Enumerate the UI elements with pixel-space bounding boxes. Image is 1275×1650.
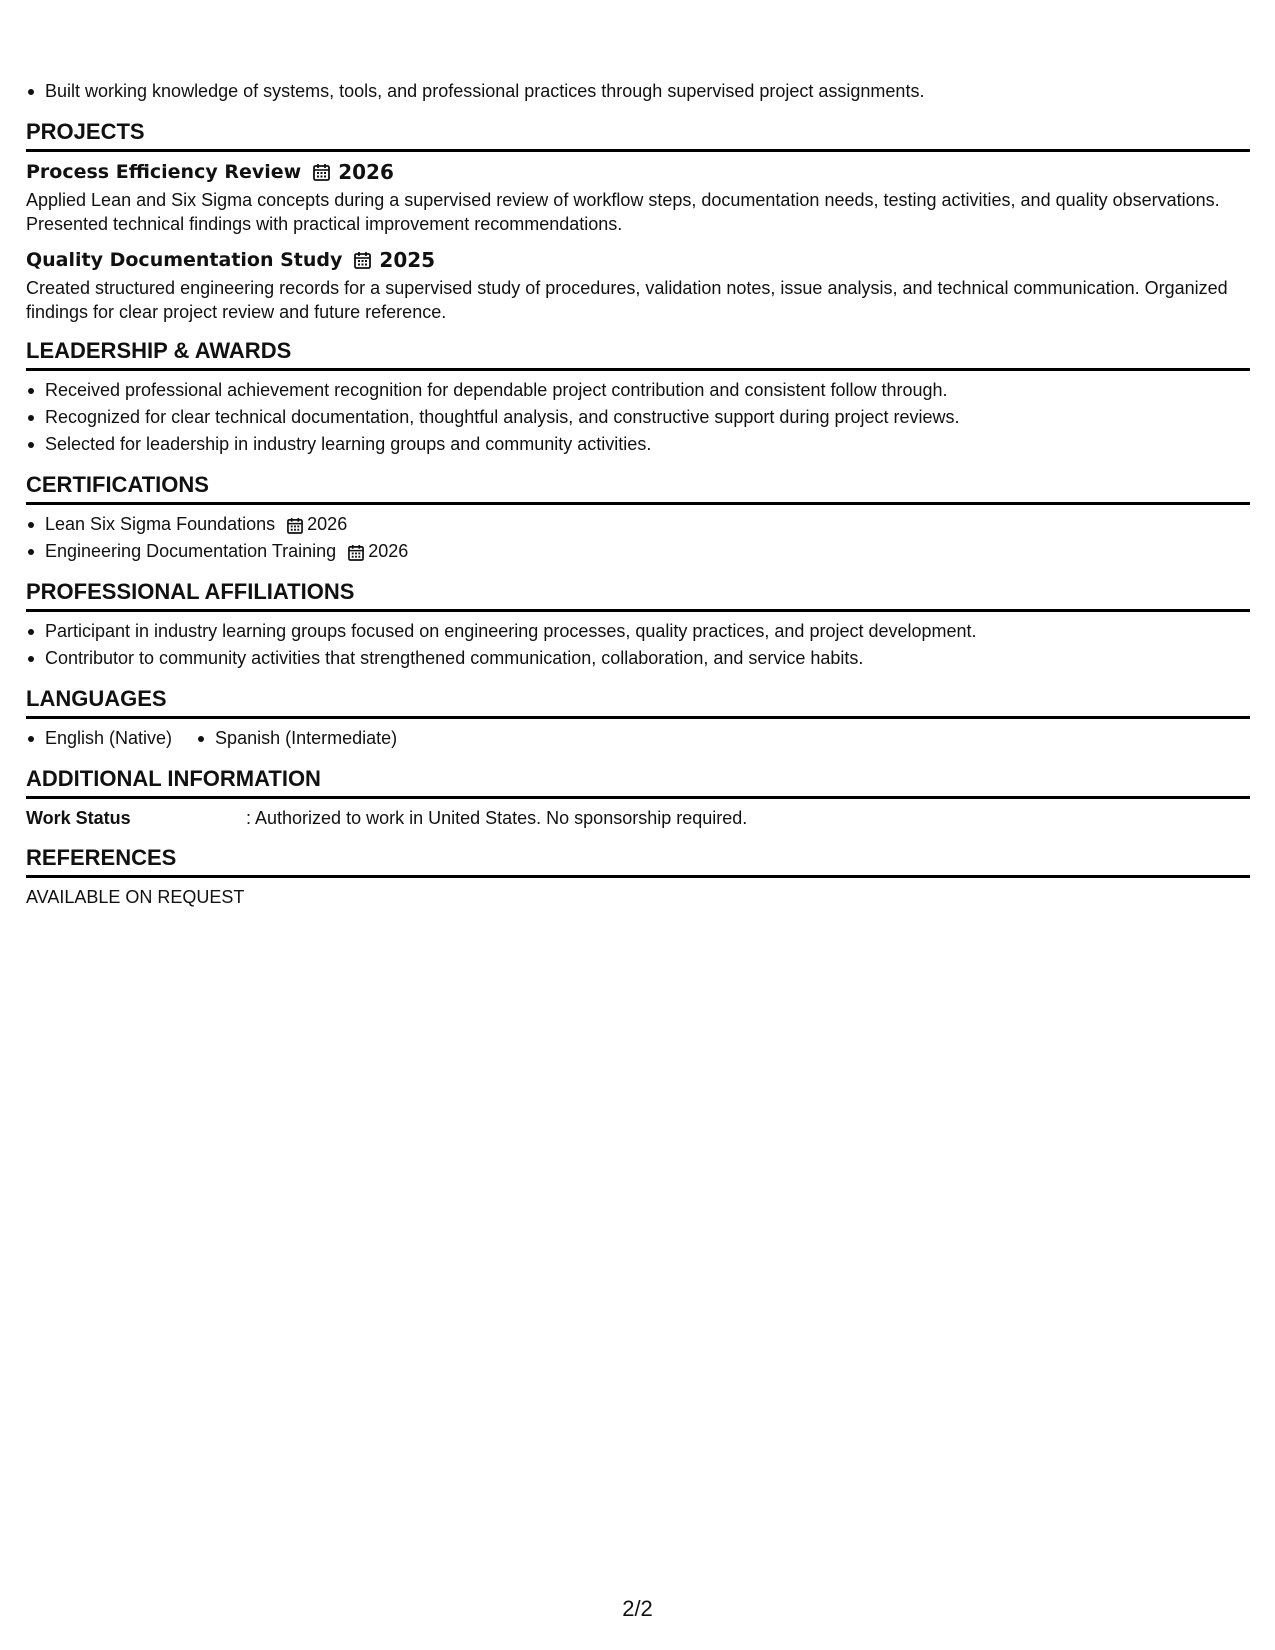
project-name: Process Efficiency Review bbox=[26, 161, 302, 183]
languages-list bbox=[26, 725, 1250, 752]
leadership-list bbox=[26, 377, 1250, 458]
affiliations-list bbox=[26, 618, 1250, 672]
section-title-references: REFERENCES bbox=[26, 845, 1250, 878]
certification-year: 2026 bbox=[368, 541, 409, 561]
references-text: AVAILABLE ON REQUEST bbox=[26, 887, 245, 907]
section-title-leadership: LEADERSHIP & AWARDS bbox=[26, 338, 1250, 371]
list-item: English (Native) bbox=[26, 725, 172, 752]
list-item: Participant in industry learning groups focused on engineering processes, quality practices, and project development. bbox=[26, 618, 1250, 645]
work-status-row bbox=[26, 805, 1250, 831]
project-description: Created structured engineering records for a supervised study of procedures, validation notes, issue analysis, and technical communication. Organized findings for clear project review and future reference. bbox=[26, 278, 1228, 322]
list-item: Contributor to community activities that strengthened communication, collaboration, and service habits. bbox=[26, 645, 1250, 672]
list-item: Built working knowledge of systems, tools, and professional practices through supervised project assignments. bbox=[26, 78, 1250, 105]
leadership-section bbox=[26, 338, 1250, 458]
work-status-label: Work Status bbox=[26, 808, 131, 828]
project-name: Quality Documentation Study bbox=[26, 249, 343, 271]
project-year: 2025 bbox=[379, 248, 436, 272]
certification-year: 2026 bbox=[307, 514, 348, 534]
affiliations-section bbox=[26, 579, 1250, 672]
section-title-affiliations: PROFESSIONAL AFFILIATIONS bbox=[26, 579, 1250, 612]
additional-info-section bbox=[26, 766, 1250, 831]
certification-name: Lean Six Sigma Foundations bbox=[45, 514, 276, 534]
section-title-certifications: CERTIFICATIONS bbox=[26, 472, 1250, 505]
list-item: Spanish (Intermediate) bbox=[196, 725, 397, 752]
calendar-icon bbox=[348, 544, 364, 561]
calendar-icon bbox=[354, 251, 371, 269]
certification-name: Engineering Documentation Training bbox=[45, 541, 337, 561]
section-title-languages: LANGUAGES bbox=[26, 686, 1250, 719]
project-entry bbox=[26, 158, 1250, 236]
page-number: 2/2 bbox=[622, 1596, 653, 1621]
projects-section bbox=[26, 119, 1250, 324]
list-item bbox=[26, 538, 1250, 565]
languages-section bbox=[26, 686, 1250, 752]
references-section bbox=[26, 845, 1250, 910]
certifications-list bbox=[26, 511, 1250, 565]
section-title-projects: PROJECTS bbox=[26, 119, 1250, 152]
list-item: Recognized for clear technical documentation, thoughtful analysis, and constructive support during project reviews. bbox=[26, 404, 1250, 431]
list-item: Received professional achievement recognition for dependable project contribution and consistent follow through. bbox=[26, 377, 1250, 404]
project-year: 2026 bbox=[338, 160, 394, 184]
work-status-value: : Authorized to work in United States. No sponsorship required. bbox=[246, 808, 748, 828]
list-item: Selected for leadership in industry learning groups and community activities. bbox=[26, 431, 1250, 458]
resume-page bbox=[26, 78, 1250, 910]
section-title-additional: ADDITIONAL INFORMATION bbox=[26, 766, 1250, 799]
calendar-icon bbox=[287, 517, 303, 534]
certifications-section bbox=[26, 472, 1250, 565]
calendar-icon bbox=[313, 163, 330, 181]
list-item bbox=[26, 511, 1250, 538]
experience-continued-list bbox=[26, 78, 1250, 105]
project-description: Applied Lean and Six Sigma concepts during a supervised review of workflow steps, documentation needs, testing activities, and quality observations. Presented technical findings with practical improvement recommendations. bbox=[26, 190, 1220, 234]
project-entry bbox=[26, 246, 1250, 324]
